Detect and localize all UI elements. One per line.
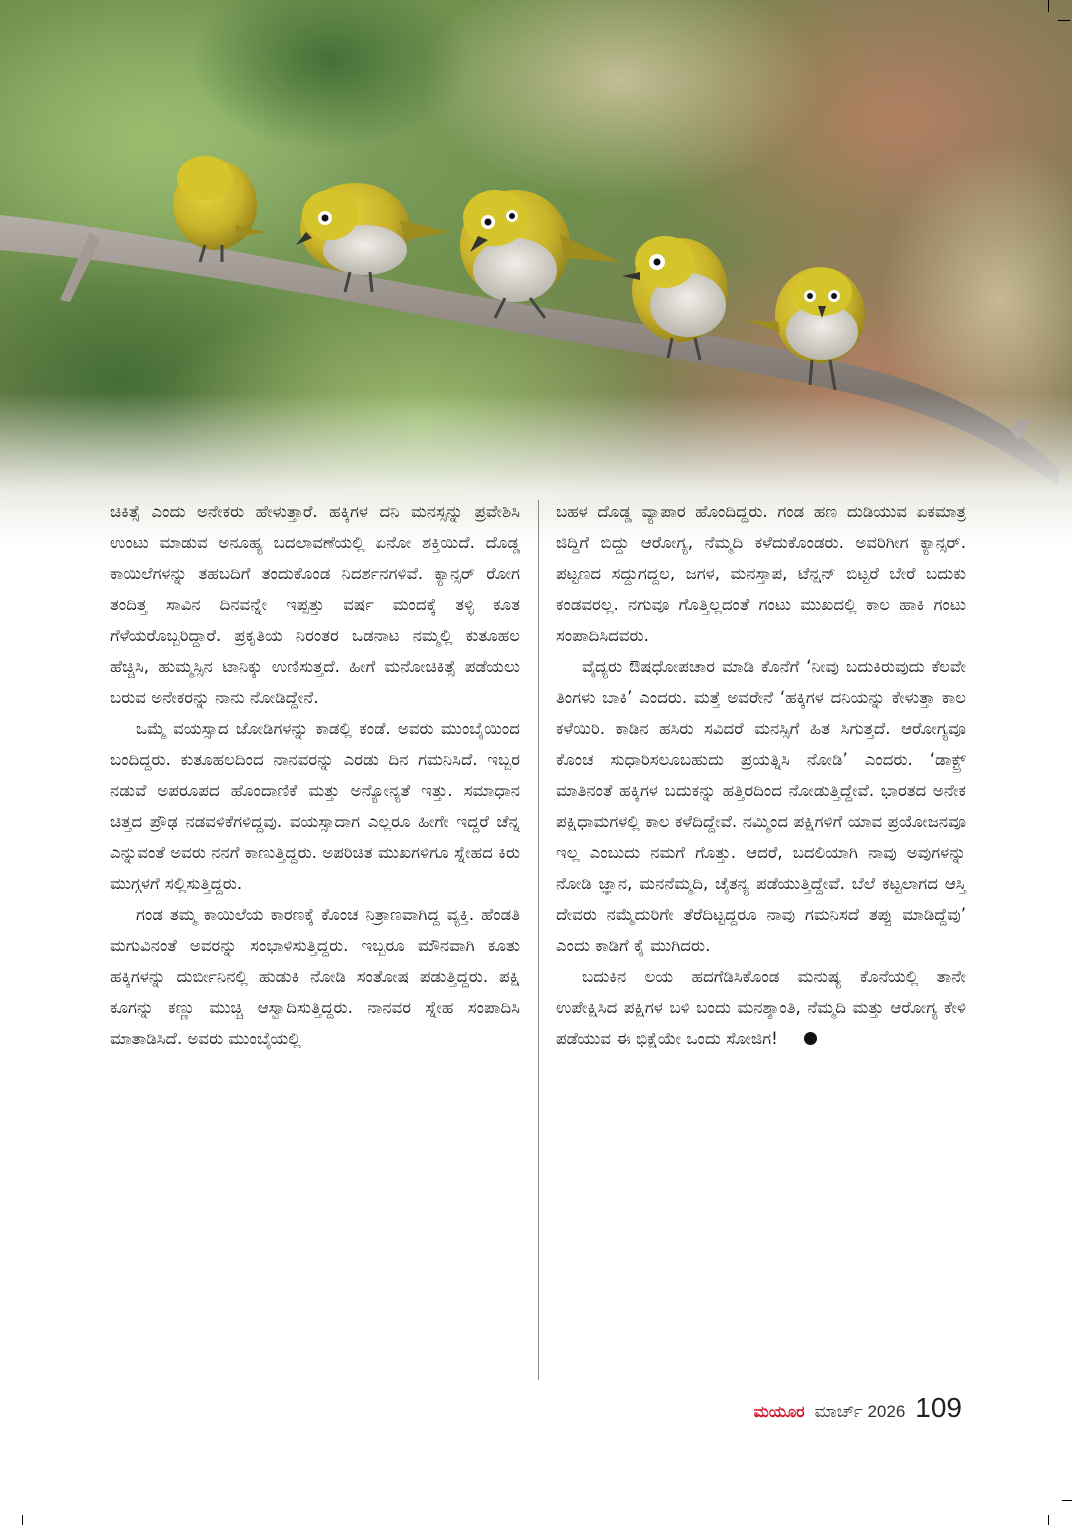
birds-photo — [0, 0, 1072, 545]
paragraph: ವೈದ್ಯರು ಔಷಧೋಪಚಾರ ಮಾಡಿ ಕೊನೆಗೆ ‘ನೀವು ಬದುಕಿರುವುದು ಕೆಲವೇ ತಿಂಗಳು ಬಾಕಿ’ ಎಂದರು. ಮತ್ತೆ ಅವರೇನೆ ‘ಹಕ್ಕಿಗಳ ದನಿಯನ್ನು ಕೇಳುತ್ತಾ ಕಾಲ ಕಳೆಯಿರಿ. ಕಾಡಿನ ಹಸಿರು ಸವಿದರೆ ಮನಸ್ಸಿಗೆ ಹಿತ ಸಿಗುತ್ತದೆ. ಆರೋಗ್ಯವೂ ಕೊಂಚ ಸುಧಾರಿಸಲೂಬಹುದು ಪ್ರಯತ್ನಿಸಿ ನೋಡಿ’ ಎಂದರು. ‘ಡಾಕ್ಟ್ರ್ ಮಾತಿನಂತೆ ಹಕ್ಕಿಗಳ ಬದುಕನ್ನು ಹತ್ತಿರದಿಂದ ನೋಡುತ್ತಿದ್ದೇವೆ. ಭಾರತದ ಅನೇಕ ಪಕ್ಷಿಧಾಮಗಳಲ್ಲಿ ಕಾಲ ಕಳೆದಿದ್ದೇವೆ. ನಮ್ಮಿಂದ ಪಕ್ಷಿಗಳಿಗೆ ಯಾವ ಪ್ರಯೋಜನವೂ ಇಲ್ಲ ಎಂಬುದು ನಮಗೆ ಗೊತ್ತು. ಆದರೆ, ಬದಲಿಯಾಗಿ ನಾವು ಅವುಗಳನ್ನು ನೋಡಿ ಜ್ಞಾನ, ಮನನೆಮ್ಮದಿ, ಚೈತನ್ಯ ಪಡೆಯುತ್ತಿದ್ದೇವೆ. ಬೆಲೆ ಕಟ್ಟಲಾಗದ ಆಸ್ತಿ ದೇವರು ನಮ್ಮೆದುರಿಗೇ ತೆರೆದಿಟ್ಟದ್ದರೂ ನಾವು ಗಮನಿಸದೆ ತಪ್ಪು ಮಾಡಿದ್ದೆವು’ ಎಂದು ಕಾಡಿಗೆ ಕೈ ಮುಗಿದರು. — [556, 657, 966, 955]
paragraph: ಒಮ್ಮೆ ವಯಸ್ಸಾದ ಜೋಡಿಗಳನ್ನು ಕಾಡಲ್ಲಿ ಕಂಡೆ. ಅವರು ಮುಂಬೈಯಿಂದ ಬಂದಿದ್ದರು. ಕುತೂಹಲದಿಂದ ನಾನವರನ್ನು ಎರಡು ದಿನ ಗಮನಿಸಿದೆ. ಇಬ್ಬರ ನಡುವೆ ಅಪರೂಪದ ಹೊಂದಾಣಿಕೆ ಮತ್ತು ಅನ್ಯೋನ್ಯತೆ ಇತ್ತು. ಸಮಾಧಾನ ಚಿತ್ತದ ಪ್ರೌಢ ನಡವಳಿಕೆಗಳಿದ್ದವು. ವಯಸ್ಸಾದಾಗ ಎಲ್ಲರೂ ಹೀಗೇ ಇದ್ದರೆ ಚೆನ್ನ ಎನ್ನುವಂತೆ ಅವರು ನನಗೆ ಕಾಣುತ್ತಿದ್ದರು. ಅಪರಿಚಿತ ಮುಖಗಳಿಗೂ ಸ್ನೇಹದ ಕಿರು ಮುಗ್ಗಳಗೆ ಸಲ್ಲಿಸುತ್ತಿದ್ದರು. — [110, 719, 520, 893]
page-folio — [754, 1392, 962, 1424]
paragraph-text: ಬದುಕಿನ ಲಯ ಹದಗೆಡಿಸಿಕೊಂಡ ಮನುಷ್ಯ ಕೊನೆಯಲ್ಲಿ ತಾನೇ ಉಪೇಕ್ಷಿಸಿದ ಪಕ್ಷಿಗಳ ಬಳಿ ಬಂದು ಮನಶ್ಶಾಂತಿ, ನೆಮ್ಮದಿ ಮತ್ತು ಆರೋಗ್ಯ ಕೇಳಿ ಪಡೆಯುವ ಈ ಭಿಕ್ಷೆಯೇ ಒಂದು ಸೋಜಿಗ! — [556, 967, 966, 1048]
crop-mark — [1062, 1500, 1072, 1501]
issue-date: ಮಾರ್ಚ್ 2026 — [814, 1402, 906, 1421]
article-column-left — [110, 496, 520, 1054]
paragraph: ಗಂಡ ತಮ್ಮ ಕಾಯಿಲೆಯ ಕಾರಣಕ್ಕೆ ಕೊಂಚ ನಿತ್ರಾಣವಾಗಿದ್ದ ವ್ಯಕ್ತಿ. ಹೆಂಡತಿ ಮಗುವಿನಂತೆ ಅವರನ್ನು ಸಂಭಾಳಿಸುತ್ತಿದ್ದರು. ಇಬ್ಬರೂ ಮೌನವಾಗಿ ಕೂತು ಹಕ್ಕಿಗಳನ್ನು ದುರ್ಬೀನಿನಲ್ಲಿ ಹುಡುಕಿ ನೋಡಿ ಸಂತೋಷ ಪಡುತ್ತಿದ್ದರು. ಪಕ್ಷಿ ಕೂಗನ್ನು ಕಣ್ಣು ಮುಚ್ಚಿ ಆಸ್ವಾದಿಸುತ್ತಿದ್ದರು. ನಾನವರ ಸ್ನೇಹ ಸಂಪಾದಿಸಿ ಮಾತಾಡಿಸಿದೆ. ಅವರು ಮುಂಬೈಯಲ್ಲಿ — [110, 905, 520, 1048]
page-number: 109 — [915, 1392, 962, 1423]
crop-mark — [1048, 0, 1049, 12]
end-of-article-bullet-icon — [804, 1032, 817, 1045]
crop-mark — [22, 1515, 23, 1525]
crop-mark — [1058, 20, 1070, 21]
column-divider — [538, 500, 539, 1380]
crop-mark — [1048, 1515, 1049, 1525]
paragraph: ಬಹಳ ದೊಡ್ಡ ವ್ಯಾಪಾರ ಹೊಂದಿದ್ದರು. ಗಂಡ ಹಣ ದುಡಿಯುವ ಏಕಮಾತ್ರ ಜಿದ್ದಿಗೆ ಬಿದ್ದು ಆರೋಗ್ಯ, ನೆಮ್ಮದಿ ಕಳೆದುಕೊಂಡರು. ಅವರಿಗೀಗ ಕ್ಯಾನ್ಸರ್. ಪಟ್ಟಣದ ಸದ್ದುಗದ್ದಲ, ಜಗಳ, ಮನಸ್ತಾಪ, ಟೆನ್ಷನ್ ಬಿಟ್ಟರೆ ಬೇರೆ ಬದುಕು ಕಂಡವರಲ್ಲ. ನಗುವೂ ಗೊತ್ತಿಲ್ಲದಂತೆ ಗಂಟು ಮುಖದಲ್ಲಿ ಕಾಲ ಹಾಕಿ ಗಂಟು ಸಂಪಾದಿಸಿದವರು. — [556, 502, 966, 645]
paragraph-last — [556, 961, 966, 1054]
paragraph: ಚಿಕಿತ್ಸೆ ಎಂದು ಅನೇಕರು ಹೇಳುತ್ತಾರೆ. ಹಕ್ಕಿಗಳ ದನಿ ಮನಸ್ಸನ್ನು ಪ್ರವೇಶಿಸಿ ಉಂಟು ಮಾಡುವ ಅನೂಹ್ಯ ಬದಲಾವಣೆಯಲ್ಲಿ ಏನೋ ಶಕ್ತಿಯಿದೆ. ದೊಡ್ಡ ಕಾಯಿಲೆಗಳನ್ನು ತಹಬದಿಗೆ ತಂದುಕೊಂಡ ನಿದರ್ಶನಗಳಿವೆ. ಕ್ಯಾನ್ಸರ್ ರೋಗ ತಂದಿತ್ತ ಸಾವಿನ ದಿನವನ್ನೇ ಇಪ್ಪತ್ತು ವರ್ಷ ಮಂದಕ್ಕೆ ತಳ್ಳಿ ಕೂತ ಗೆಳೆಯರೊಬ್ಬರಿದ್ದಾರೆ. ಪ್ರಕೃತಿಯ ನಿರಂತರ ಒಡನಾಟ ನಮ್ಮಲ್ಲಿ ಕುತೂಹಲ ಹೆಚ್ಚಿಸಿ, ಹುಮ್ಮಸ್ಸಿನ ಟಾನಿಕ್ಕು ಉಣಿಸುತ್ತದೆ. ಹೀಗೆ ಮನೋಚಿಕಿತ್ಸೆ ಪಡೆಯಲು ಬರುವ ಅನೇಕರನ್ನು ನಾನು ನೋಡಿದ್ದೇನೆ. — [110, 502, 520, 707]
article-column-right — [556, 496, 966, 1054]
hero-photo — [0, 0, 1072, 545]
magazine-brand: ಮಯೂರ — [753, 1402, 805, 1421]
